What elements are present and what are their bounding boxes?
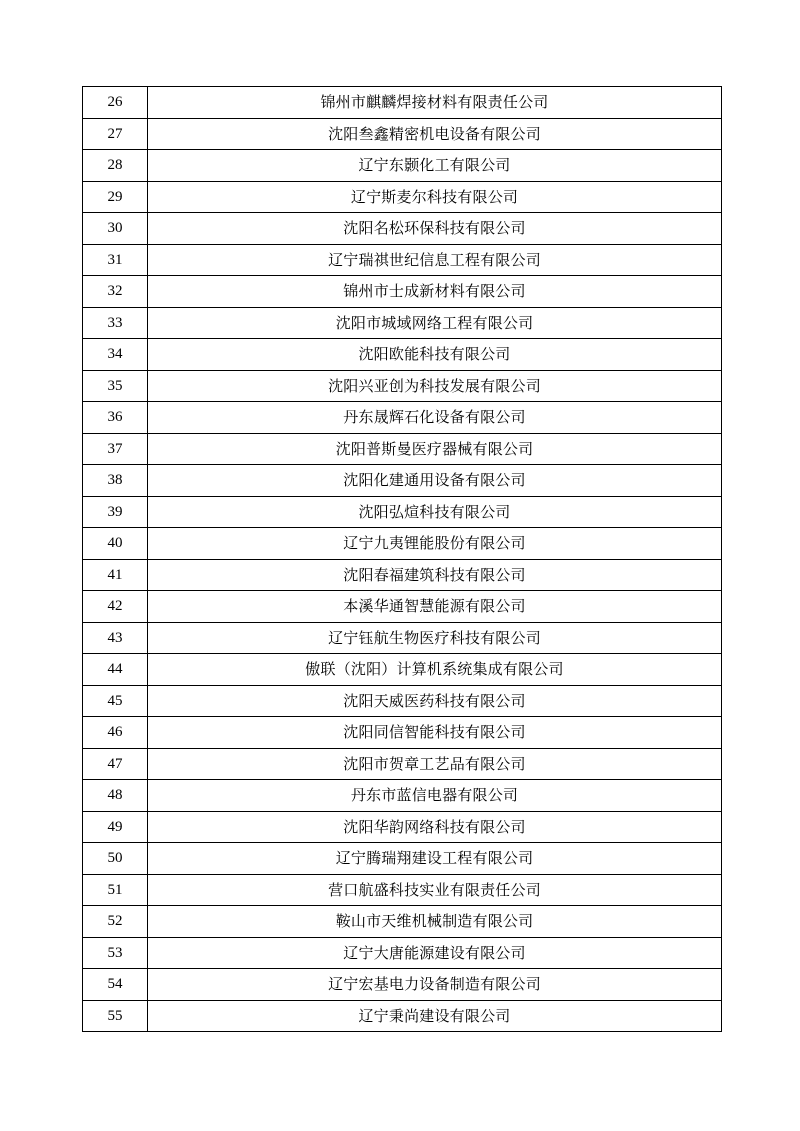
row-company-name: 沈阳普斯曼医疗器械有限公司 [148, 433, 722, 465]
table-row [83, 307, 722, 339]
row-index: 45 [83, 685, 148, 717]
row-company-name: 沈阳叁鑫精密机电设备有限公司 [148, 118, 722, 150]
row-index: 33 [83, 307, 148, 339]
row-company-name: 沈阳华韵网络科技有限公司 [148, 811, 722, 843]
row-index: 53 [83, 937, 148, 969]
row-index: 54 [83, 969, 148, 1001]
row-index: 46 [83, 717, 148, 749]
row-company-name: 锦州市士成新材料有限公司 [148, 276, 722, 308]
row-index: 55 [83, 1000, 148, 1032]
table-row [83, 717, 722, 749]
row-company-name: 辽宁钰航生物医疗科技有限公司 [148, 622, 722, 654]
table-row [83, 496, 722, 528]
table-row [83, 433, 722, 465]
row-index: 47 [83, 748, 148, 780]
table-row [83, 654, 722, 686]
row-company-name: 沈阳同信智能科技有限公司 [148, 717, 722, 749]
table-row [83, 465, 722, 497]
row-company-name: 辽宁东颢化工有限公司 [148, 150, 722, 182]
row-company-name: 沈阳市城域网络工程有限公司 [148, 307, 722, 339]
row-company-name: 沈阳兴亚创为科技发展有限公司 [148, 370, 722, 402]
table-row [83, 591, 722, 623]
row-company-name: 辽宁腾瑞翔建设工程有限公司 [148, 843, 722, 875]
table-row [83, 118, 722, 150]
row-index: 48 [83, 780, 148, 812]
row-company-name: 傲联（沈阳）计算机系统集成有限公司 [148, 654, 722, 686]
table-row [83, 528, 722, 560]
table-row [83, 685, 722, 717]
row-index: 52 [83, 906, 148, 938]
table-row [83, 811, 722, 843]
row-company-name: 锦州市麒麟焊接材料有限责任公司 [148, 87, 722, 119]
company-list-table [82, 86, 722, 1032]
table-row [83, 969, 722, 1001]
table-row [83, 874, 722, 906]
row-index: 43 [83, 622, 148, 654]
row-company-name: 沈阳春福建筑科技有限公司 [148, 559, 722, 591]
row-index: 44 [83, 654, 148, 686]
row-company-name: 沈阳天威医药科技有限公司 [148, 685, 722, 717]
row-index: 27 [83, 118, 148, 150]
table-row [83, 748, 722, 780]
row-index: 34 [83, 339, 148, 371]
row-index: 42 [83, 591, 148, 623]
row-index: 36 [83, 402, 148, 434]
table-row [83, 1000, 722, 1032]
table-row [83, 213, 722, 245]
row-index: 37 [83, 433, 148, 465]
row-index: 40 [83, 528, 148, 560]
row-index: 28 [83, 150, 148, 182]
row-company-name: 沈阳名松环保科技有限公司 [148, 213, 722, 245]
row-index: 26 [83, 87, 148, 119]
table-row [83, 559, 722, 591]
row-company-name: 本溪华通智慧能源有限公司 [148, 591, 722, 623]
row-company-name: 沈阳市贺章工艺品有限公司 [148, 748, 722, 780]
row-index: 41 [83, 559, 148, 591]
row-index: 49 [83, 811, 148, 843]
table-row [83, 937, 722, 969]
row-index: 38 [83, 465, 148, 497]
row-company-name: 沈阳弘煊科技有限公司 [148, 496, 722, 528]
table-row [83, 87, 722, 119]
table-row [83, 780, 722, 812]
row-company-name: 辽宁秉尚建设有限公司 [148, 1000, 722, 1032]
row-company-name: 沈阳欧能科技有限公司 [148, 339, 722, 371]
table-row [83, 276, 722, 308]
table-row [83, 622, 722, 654]
row-company-name: 沈阳化建通用设备有限公司 [148, 465, 722, 497]
row-company-name: 丹东晟辉石化设备有限公司 [148, 402, 722, 434]
row-company-name: 丹东市蓝信电器有限公司 [148, 780, 722, 812]
table-row [83, 370, 722, 402]
row-company-name: 辽宁九夷锂能股份有限公司 [148, 528, 722, 560]
row-company-name: 辽宁宏基电力设备制造有限公司 [148, 969, 722, 1001]
table-body [83, 87, 722, 1032]
row-index: 30 [83, 213, 148, 245]
row-company-name: 营口航盛科技实业有限责任公司 [148, 874, 722, 906]
row-company-name: 辽宁瑞祺世纪信息工程有限公司 [148, 244, 722, 276]
table-row [83, 150, 722, 182]
row-company-name: 鞍山市天维机械制造有限公司 [148, 906, 722, 938]
row-index: 31 [83, 244, 148, 276]
table-row [83, 244, 722, 276]
table-row [83, 906, 722, 938]
row-index: 35 [83, 370, 148, 402]
row-index: 50 [83, 843, 148, 875]
row-index: 32 [83, 276, 148, 308]
company-list-table-wrapper [82, 86, 719, 1032]
row-company-name: 辽宁大唐能源建设有限公司 [148, 937, 722, 969]
row-company-name: 辽宁斯麦尔科技有限公司 [148, 181, 722, 213]
row-index: 51 [83, 874, 148, 906]
table-row [83, 843, 722, 875]
row-index: 39 [83, 496, 148, 528]
table-row [83, 181, 722, 213]
row-index: 29 [83, 181, 148, 213]
table-row [83, 339, 722, 371]
table-row [83, 402, 722, 434]
